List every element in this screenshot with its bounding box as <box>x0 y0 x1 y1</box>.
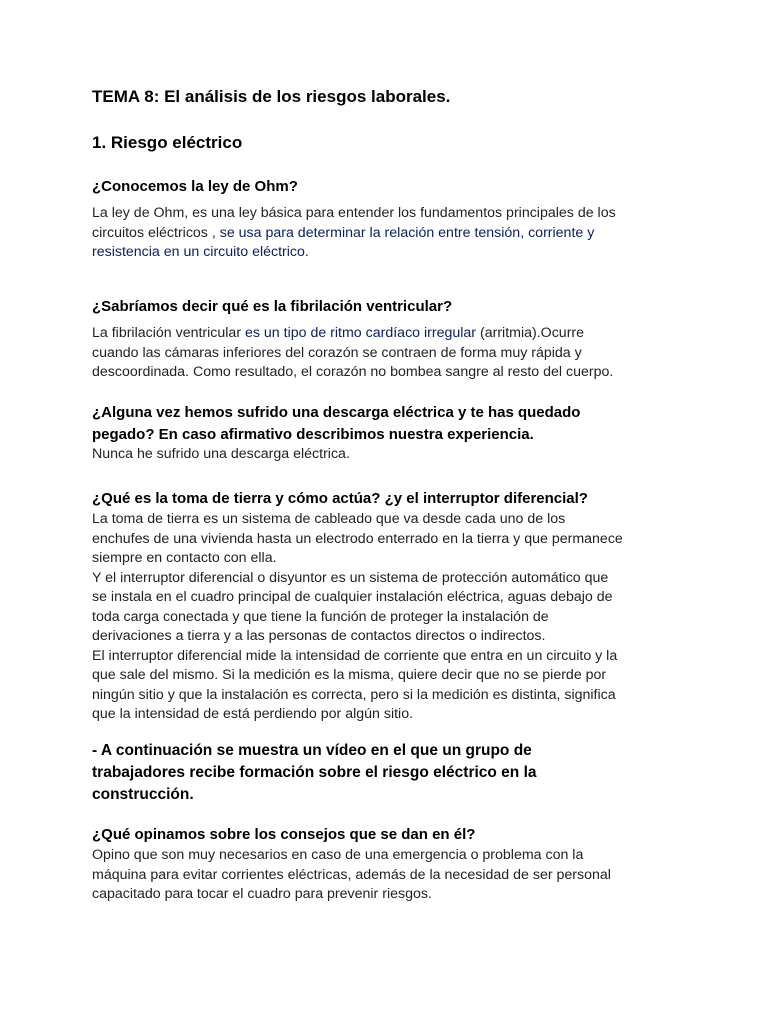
video-note-line: trabajadores recibe formación sobre el riesgo eléctrico en la <box>92 764 537 781</box>
question-descarga <box>92 402 682 446</box>
answer-line: El interruptor diferencial mide la intensidad de corriente que entra en un circuito y la <box>92 647 618 664</box>
answer-line: ningún sitio y que la instalación es correcta, pero si la medición es distinta, significa <box>92 686 616 703</box>
video-note <box>92 740 682 806</box>
answer-line: capacitado para tocar el cuadro para prevenir riesgos. <box>92 886 432 902</box>
answer-line: derivaciones a tierra y a las personas de contactos directos o indirectos. <box>92 628 546 644</box>
answer-text: circuitos eléctricos <box>92 224 212 241</box>
answer-line <box>92 243 692 263</box>
answer-line <box>92 324 692 344</box>
answer-line: descoordinada. Como resultado, el corazón no bombea sangre al resto del cuerpo. <box>92 364 614 380</box>
answer-highlight: , se usa para determinar la relación entre tensión, corriente y <box>211 224 595 241</box>
answer-line: siempre en contacto con ella. <box>92 550 277 566</box>
question-ley-de-ohm: ¿Conocemos la ley de Ohm? <box>92 178 298 195</box>
answer-line: que sale del mismo. Si la medición es la misma, quiere decir que no se pierde por <box>92 667 607 683</box>
answer-line: La toma de tierra es un sistema de cableado que va desde cada uno de los <box>92 511 566 527</box>
question-line: ¿Alguna vez hemos sufrido una descarga eléctrica y te has quedado <box>92 404 581 421</box>
answer-ley-de-ohm <box>92 204 692 263</box>
answer-highlight: resistencia en un circuito eléctrico <box>92 244 305 260</box>
answer-line: toda carga conectada y que tiene la función de proteger la instalación de <box>92 608 549 625</box>
answer-line: cuando las cámaras inferiores del corazón se contraen de forma muy rápida y <box>92 344 582 361</box>
section-heading-riesgo-electrico: 1. Riesgo eléctrico <box>92 133 243 152</box>
answer-text: La fibrilación ventricular <box>92 325 245 341</box>
answer-text: (arritmia).Ocurre <box>476 325 585 341</box>
video-note-line: construcción. <box>92 786 194 803</box>
answer-line <box>92 224 692 244</box>
question-toma-de-tierra: ¿Qué es la toma de tierra y cómo actúa? ¿y el interruptor diferencial? <box>92 490 588 507</box>
document-title: TEMA 8: El análisis de los riesgos laborales. <box>92 87 451 106</box>
answer-line: Y el interruptor diferencial o disyuntor es un sistema de protección automático que <box>92 569 609 586</box>
answer-toma-de-tierra <box>92 510 692 725</box>
answer-descarga: Nunca he sufrido una descarga eléctrica. <box>92 446 350 462</box>
answer-fibrilacion <box>92 324 692 383</box>
question-consejos: ¿Qué opinamos sobre los consejos que se dan en él? <box>92 826 476 843</box>
answer-line: máquina para evitar corrientes eléctricas, además de la necesidad de ser personal <box>92 866 611 883</box>
answer-line: se instala en el cuadro principal de cualquier instalación eléctrica, aguas debajo de <box>92 589 613 605</box>
answer-text: . <box>304 244 309 260</box>
answer-highlight: es un tipo de ritmo cardíaco irregular <box>244 325 477 341</box>
question-line: pegado? En caso afirmativo describimos nuestra experiencia. <box>92 426 534 443</box>
video-note-line: - A continuación se muestra un vídeo en el que un grupo de <box>92 742 532 759</box>
answer-consejos <box>92 846 692 905</box>
answer-line: que la intensidad de está perdiendo por algún sitio. <box>92 706 414 722</box>
answer-line: enchufes de una vivienda hasta un electrodo enterrado en la tierra y que permanece <box>92 530 623 547</box>
answer-line: La ley de Ohm, es una ley básica para entender los fundamentos principales de los <box>92 205 616 221</box>
question-fibrilacion: ¿Sabríamos decir qué es la fibrilación ventricular? <box>92 298 453 315</box>
answer-line: Opino que son muy necesarios en caso de una emergencia o problema con la <box>92 847 584 863</box>
